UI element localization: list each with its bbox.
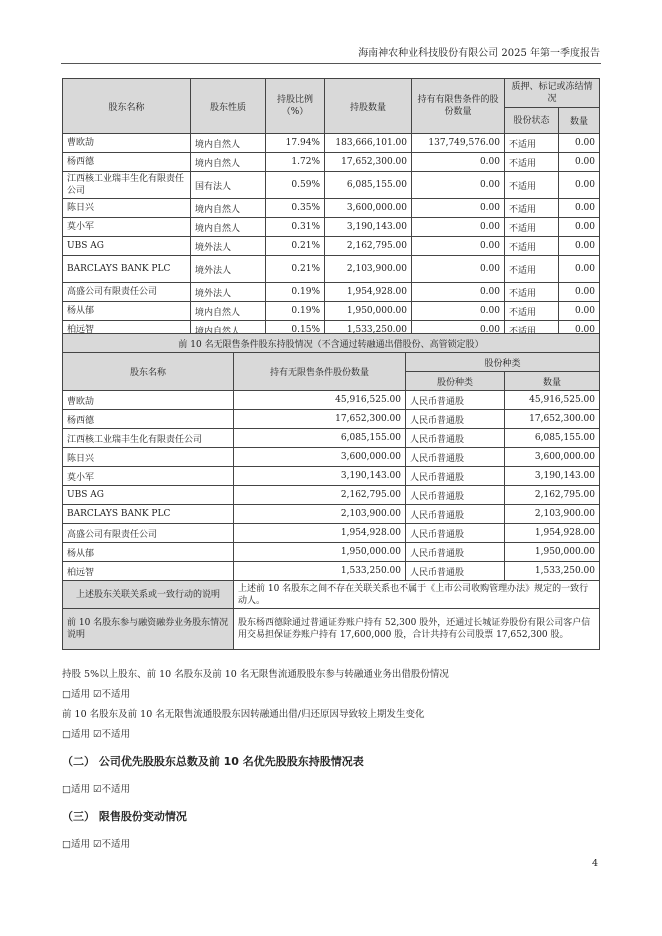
cell-nature: 境内自然人: [191, 199, 266, 218]
cell-restricted: 0.00: [412, 302, 505, 321]
cell-qty: 45,916,525.00: [505, 391, 600, 410]
cell-restricted: 137,749,576.00: [412, 134, 505, 153]
report-header: 海南神农种业科技股份有限公司 2025 年第一季度报告: [358, 48, 600, 59]
section-restricted-change: （三） 限售股份变动情况: [62, 810, 187, 823]
cell-qty: 0.00: [559, 172, 600, 199]
cell-shares: 1,533,250.00: [325, 321, 412, 340]
cell-unrestricted: 2,103,900.00: [234, 505, 406, 524]
table-row: [63, 283, 600, 302]
cell-type: 人民币普通股: [406, 467, 505, 486]
cell-status: 不适用: [505, 153, 559, 172]
cell-qty: 1,954,928.00: [505, 524, 600, 543]
cell-type: 人民币普通股: [406, 429, 505, 448]
cell-restricted: 0.00: [412, 218, 505, 237]
cell-name: UBS AG: [63, 486, 234, 505]
cell-name: 莫小军: [63, 218, 191, 237]
cell-restricted: 0.00: [412, 283, 505, 302]
applicability-4: □适用 ☑不适用: [62, 839, 131, 850]
cell-shares: 1,954,928.00: [325, 283, 412, 302]
relation-label: 上述股东关联关系或一致行动的说明: [63, 581, 234, 609]
cell-restricted: 0.00: [412, 321, 505, 340]
cell-unrestricted: 2,162,795.00: [234, 486, 406, 505]
table-row: [63, 134, 600, 153]
note-change: 前 10 名股东及前 10 名无限售流通股股东因转融通出借/归还原因导致较上期发生变化: [62, 709, 425, 720]
relation-text: 上述前 10 名股东之间不存在关联关系也不属于《上市公司收购管理办法》规定的一致行动人。: [234, 581, 600, 609]
cell-qty: 1,950,000.00: [505, 543, 600, 562]
col-header-name: 股东名称: [63, 353, 234, 391]
cell-unrestricted: 45,916,525.00: [234, 391, 406, 410]
cell-nature: 境内自然人: [191, 134, 266, 153]
cell-qty: 2,162,795.00: [505, 486, 600, 505]
cell-ratio: 0.15%: [266, 321, 325, 340]
cell-name: 柏远智: [63, 321, 191, 340]
table-row: [63, 524, 600, 543]
cell-unrestricted: 6,085,155.00: [234, 429, 406, 448]
cell-qty: 2,103,900.00: [505, 505, 600, 524]
cell-shares: 2,103,900.00: [325, 256, 412, 283]
cell-type: 人民币普通股: [406, 410, 505, 429]
cell-type: 人民币普通股: [406, 448, 505, 467]
cell-name: 曹欧劼: [63, 391, 234, 410]
cell-status: 不适用: [505, 134, 559, 153]
cell-shares: 6,085,155.00: [325, 172, 412, 199]
cell-type: 人民币普通股: [406, 486, 505, 505]
table-row: [63, 172, 600, 199]
cell-status: 不适用: [505, 302, 559, 321]
cell-status: 不适用: [505, 256, 559, 283]
cell-ratio: 0.19%: [266, 302, 325, 321]
cell-name: 杨西德: [63, 153, 191, 172]
cell-unrestricted: 1,533,250.00: [234, 562, 406, 581]
cell-status: 不适用: [505, 172, 559, 199]
cell-shares: 3,600,000.00: [325, 199, 412, 218]
cell-name: 江西核工业瑞丰生化有限责任公司: [63, 429, 234, 448]
cell-unrestricted: 3,600,000.00: [234, 448, 406, 467]
cell-qty: 3,190,143.00: [505, 467, 600, 486]
cell-status: 不适用: [505, 237, 559, 256]
cell-qty: 0.00: [559, 199, 600, 218]
cell-ratio: 0.21%: [266, 256, 325, 283]
cell-restricted: 0.00: [412, 199, 505, 218]
cell-status: 不适用: [505, 321, 559, 340]
cell-status: 不适用: [505, 283, 559, 302]
col-header-pledge: 质押、标记或冻结情况: [505, 79, 600, 108]
col-header-name: 股东名称: [63, 79, 191, 134]
table-row: [63, 410, 600, 429]
top10-shareholders-table: [62, 78, 600, 340]
cell-qty: 0.00: [559, 321, 600, 340]
cell-ratio: 0.59%: [266, 172, 325, 199]
table-row: [63, 199, 600, 218]
cell-type: 人民币普通股: [406, 562, 505, 581]
cell-restricted: 0.00: [412, 256, 505, 283]
table-row: [63, 391, 600, 410]
cell-qty: 0.00: [559, 302, 600, 321]
cell-shares: 17,652,300.00: [325, 153, 412, 172]
cell-nature: 境内自然人: [191, 302, 266, 321]
cell-name: 陈日兴: [63, 448, 234, 467]
table-row: [63, 153, 600, 172]
cell-name: 陈日兴: [63, 199, 191, 218]
margin-label: 前 10 名股东参与融资融券业务股东情况说明: [63, 609, 234, 650]
table-row: [63, 429, 600, 448]
cell-nature: 境内自然人: [191, 321, 266, 340]
cell-name: 杨从郁: [63, 543, 234, 562]
cell-unrestricted: 1,950,000.00: [234, 543, 406, 562]
col-header-qty: 数量: [505, 372, 600, 391]
cell-restricted: 0.00: [412, 153, 505, 172]
col-header-nature: 股东性质: [191, 79, 266, 134]
cell-status: 不适用: [505, 218, 559, 237]
table-row: [63, 302, 600, 321]
cell-type: 人民币普通股: [406, 524, 505, 543]
cell-nature: 境外法人: [191, 237, 266, 256]
col-header-restricted: 持有有限售条件的股份数量: [412, 79, 505, 134]
col-header-type-group: 股份种类: [406, 353, 600, 372]
page-number: 4: [592, 858, 599, 869]
header-divider: [61, 63, 601, 64]
cell-status: 不适用: [505, 199, 559, 218]
margin-text: 股东杨西德除通过普通证券账户持有 52,300 股外，还通过长城证券股份有限公司客户信用交易担保证券账户持有 17,600,000 股，合计共持有公司股票 17,652,300 股。: [234, 609, 600, 650]
cell-ratio: 17.94%: [266, 134, 325, 153]
cell-ratio: 0.35%: [266, 199, 325, 218]
cell-name: 杨从郁: [63, 302, 191, 321]
cell-name: BARCLAYS BANK PLC: [63, 256, 191, 283]
section-preferred-shares: （二） 公司优先股股东总数及前 10 名优先股股东持股情况表: [62, 755, 364, 768]
applicability-2: □适用 ☑不适用: [62, 729, 131, 740]
cell-type: 人民币普通股: [406, 391, 505, 410]
table-row: [63, 505, 600, 524]
cell-nature: 境外法人: [191, 256, 266, 283]
col-header-shares: 持股数量: [325, 79, 412, 134]
cell-qty: 0.00: [559, 237, 600, 256]
applicability-1: □适用 ☑不适用: [62, 689, 131, 700]
cell-shares: 1,950,000.00: [325, 302, 412, 321]
cell-qty: 0.00: [559, 218, 600, 237]
cell-nature: 国有法人: [191, 172, 266, 199]
cell-name: 江西核工业瑞丰生化有限责任公司: [63, 172, 191, 199]
cell-nature: 境外法人: [191, 283, 266, 302]
cell-ratio: 1.72%: [266, 153, 325, 172]
table-row: [63, 562, 600, 581]
cell-ratio: 0.19%: [266, 283, 325, 302]
cell-name: UBS AG: [63, 237, 191, 256]
cell-type: 人民币普通股: [406, 505, 505, 524]
cell-qty: 0.00: [559, 134, 600, 153]
cell-name: BARCLAYS BANK PLC: [63, 505, 234, 524]
col-header-qty: 数量: [559, 108, 600, 134]
note-lending: 持股 5%以上股东、前 10 名股东及前 10 名无限售流通股股东参与转融通业务出借股份情况: [62, 669, 449, 680]
col-header-status: 股份状态: [505, 108, 559, 134]
cell-shares: 183,666,101.00: [325, 134, 412, 153]
cell-name: 高盛公司有限责任公司: [63, 524, 234, 543]
cell-qty: 0.00: [559, 153, 600, 172]
cell-nature: 境内自然人: [191, 153, 266, 172]
table-row: [63, 218, 600, 237]
table-row: [63, 448, 600, 467]
cell-shares: 3,190,143.00: [325, 218, 412, 237]
cell-name: 曹欧劼: [63, 134, 191, 153]
col-header-type: 股份种类: [406, 372, 505, 391]
cell-ratio: 0.31%: [266, 218, 325, 237]
unrestricted-table-title: 前 10 名无限售条件股东持股情况（不含通过转融通出借股份、高管锁定股）: [63, 334, 600, 353]
cell-ratio: 0.21%: [266, 237, 325, 256]
col-header-unrestricted: 持有无限售条件股份数量: [234, 353, 406, 391]
cell-restricted: 0.00: [412, 237, 505, 256]
cell-type: 人民币普通股: [406, 543, 505, 562]
cell-name: 莫小军: [63, 467, 234, 486]
table-row: [63, 256, 600, 283]
cell-qty: 3,600,000.00: [505, 448, 600, 467]
cell-unrestricted: 17,652,300.00: [234, 410, 406, 429]
col-header-ratio: 持股比例（%）: [266, 79, 325, 134]
cell-qty: 1,533,250.00: [505, 562, 600, 581]
cell-restricted: 0.00: [412, 172, 505, 199]
cell-name: 高盛公司有限责任公司: [63, 283, 191, 302]
cell-qty: 17,652,300.00: [505, 410, 600, 429]
cell-unrestricted: 1,954,928.00: [234, 524, 406, 543]
cell-qty: 0.00: [559, 256, 600, 283]
cell-shares: 2,162,795.00: [325, 237, 412, 256]
cell-unrestricted: 3,190,143.00: [234, 467, 406, 486]
cell-qty: 0.00: [559, 283, 600, 302]
table-row: [63, 543, 600, 562]
table-row: [63, 486, 600, 505]
cell-name: 杨西德: [63, 410, 234, 429]
table-row: [63, 467, 600, 486]
cell-nature: 境内自然人: [191, 218, 266, 237]
cell-name: 柏远智: [63, 562, 234, 581]
cell-qty: 6,085,155.00: [505, 429, 600, 448]
table-row: [63, 237, 600, 256]
applicability-3: □适用 ☑不适用: [62, 784, 131, 795]
top10-unrestricted-table: [62, 333, 600, 650]
